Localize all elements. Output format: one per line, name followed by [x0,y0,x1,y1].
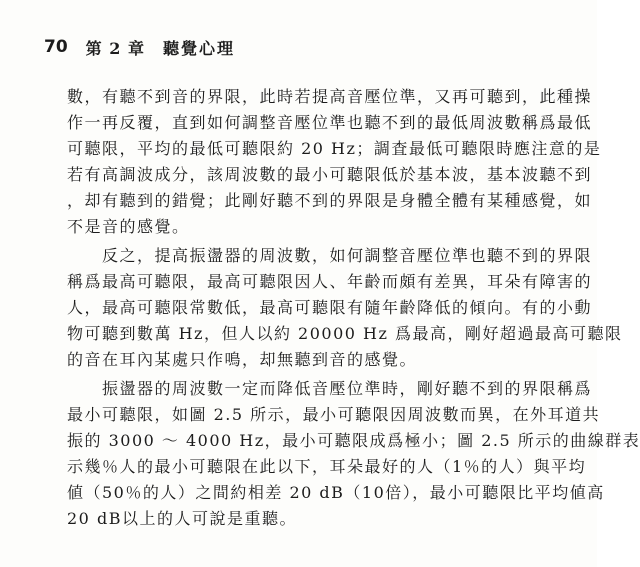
text-line: 20 dB以上的人可說是重聽。 [67,509,297,528]
chapter-title: 聽覺心理 [162,38,235,58]
paragraph-2 [67,243,623,373]
text-line: 値（50％的人）之間約相差 20 dB（10倍），最小可聽限比平均値高 [67,483,605,502]
text-line: 數，有聽不到音的界限，此時若提高音壓位準，又再可聽到，此種操 [67,87,593,106]
running-header [44,35,235,59]
text-line: 振的 3000 ～ 4000 Hz，最小可聽限成爲極小；圖 2.5 所示的曲線群表 [67,431,640,450]
text-line: 稱爲最高可聽限，最高可聽限因人、年齡而頗有差異，耳朵有障害的 [67,272,593,291]
text-line: 作一再反覆，直到如何調整音壓位準也聽不到的最低周波數稱爲最低 [67,113,593,132]
text-line: 若有高調波成分，該周波數的最小可聽限低於基本波，基本波聽不到 [67,165,593,184]
text-line: 示幾％人的最小可聽限在此以下，耳朵最好的人（1％的人）與平均 [67,457,587,476]
text-line: ，却有聽到的錯覺；此剛好聽不到的界限是身體全體有某種感覺，如 [67,191,593,210]
page-number: 70 [44,37,68,57]
text-line: 的音在耳內某處只作鳴，却無聽到音的感覺。 [67,350,418,369]
text-line: 物可聽到數萬 Hz，但人以約 20000 Hz 爲最高，剛好超過最高可聽限 [67,324,623,343]
chapter-number: 第 2 章 [85,38,145,58]
text-line: 人，最高可聽限常數低，最高可聽限有隨年齡降低的傾向。有的小動 [67,298,593,317]
paragraph-1 [67,84,602,240]
body-text [67,84,640,535]
text-line: 振盪器的周波數一定而降低音壓位準時，剛好聽不到的界限稱爲 [102,379,593,398]
text-line: 可聽限，平均的最低可聽限約 20 Hz；調査最低可聽限時應注意的是 [67,139,602,158]
paragraph-3 [67,376,640,532]
text-line: 最小可聽限，如圖 2.5 所示，最小可聽限因周波數而異，在外耳道共 [67,405,601,424]
text-line: 反之，提高振盪器的周波數，如何調整音壓位準也聽不到的界限 [102,246,593,265]
text-line: 不是音的感覺。 [67,217,190,236]
